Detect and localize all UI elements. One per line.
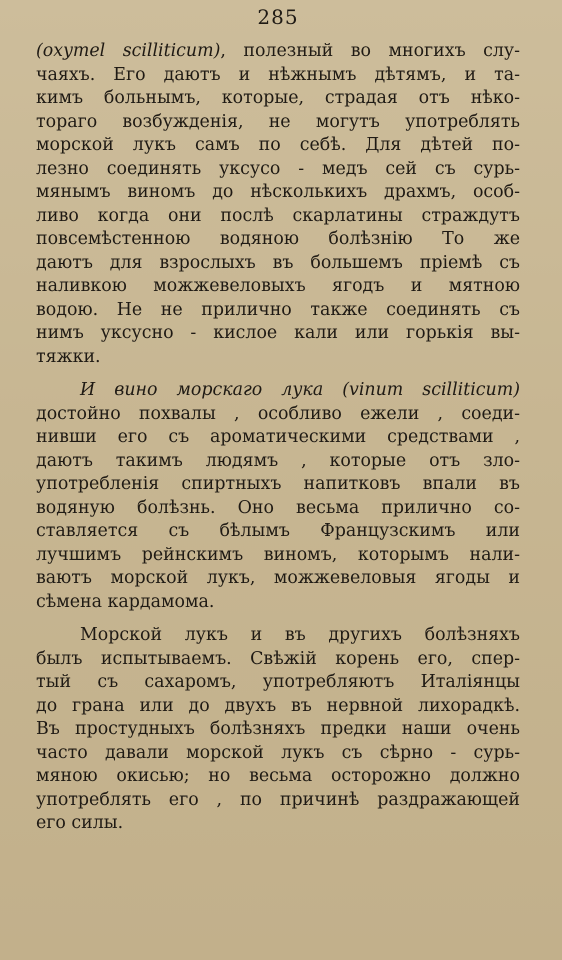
paragraph-gap — [36, 369, 520, 379]
text-line — [36, 87, 520, 111]
text-span: ваютъ морской лукъ, можжевеловыя ягоды и — [36, 568, 520, 588]
text-span: даютъ для взрослыхъ въ большемъ пріемѣ съ — [36, 252, 520, 273]
text-span: водяную болѣзнь. Оно весьма прилично со- — [36, 497, 520, 518]
text-line — [36, 544, 520, 568]
text-span: его силы. — [36, 813, 124, 833]
page-number: 285 — [257, 5, 299, 29]
text-span: сѣмена кардамома. — [36, 591, 215, 612]
paragraph — [36, 379, 520, 614]
text-span: ливо когда они послѣ скарлатины страждутъ — [36, 205, 520, 226]
paragraph — [36, 40, 520, 369]
text-span: былъ испытываемъ. Свѣжій корень его, спер- — [36, 648, 520, 669]
text-line — [36, 426, 520, 450]
paragraph — [36, 624, 520, 836]
text-span: лезно соединять уксусо - медъ сей съ сурь- — [36, 158, 520, 179]
body-text — [36, 40, 520, 836]
text-line — [36, 567, 520, 591]
text-line — [36, 346, 520, 370]
text-line — [36, 40, 520, 64]
text-line — [36, 671, 520, 695]
text-line — [36, 695, 520, 719]
text-span: употребленія спиртныхъ напитковъ впали въ — [36, 474, 520, 494]
text-span: чаяхъ. Его даютъ и нѣжнымъ дѣтямъ, и та- — [36, 64, 520, 85]
text-line — [36, 299, 520, 323]
text-span: нимъ уксусно - кислое кали или горькія вы- — [36, 323, 520, 343]
text-span: до грана или до двухъ въ нервной лихорадкѣ. — [36, 695, 520, 716]
text-span: достойно похвалы , особливо ежели , соеди- — [36, 403, 520, 424]
text-span: лучшимъ рейнскимъ виномъ, которымъ нали- — [36, 544, 520, 565]
text-line — [36, 275, 520, 299]
text-span: употреблять его , по причинѣ раздражающей — [36, 789, 520, 810]
text-line — [36, 158, 520, 182]
text-span: наливкою можжевеловыхъ ягодъ и мятною — [36, 276, 520, 296]
text-line — [36, 134, 520, 158]
text-span: водою. Не не прилично также соединять съ — [36, 299, 520, 320]
text-span: мянымъ виномъ до нѣсколькихъ драхмъ, особ- — [36, 182, 520, 202]
text-span: морской лукъ самъ по себѣ. Для дѣтей по- — [36, 135, 520, 155]
text-line — [36, 181, 520, 205]
text-line — [36, 403, 520, 427]
text-span: повсемѣстенною водяною болѣзнію То же — [36, 229, 520, 249]
text-line — [36, 450, 520, 474]
text-line — [36, 765, 520, 789]
text-line — [36, 718, 520, 742]
text-span: нивши его съ ароматическими средствами , — [36, 427, 520, 447]
text-span: даютъ такимъ людямъ , которые отъ зло- — [36, 450, 520, 471]
text-span: ставляется съ бѣлымъ Французскимъ или — [36, 521, 520, 541]
text-line — [36, 591, 520, 615]
text-line — [36, 111, 520, 135]
italic-text-span: И вино морскаго лука — [80, 380, 343, 400]
text-span: мяною окисью; но весьма осторожно должно — [36, 766, 520, 786]
text-line — [36, 812, 520, 836]
text-line — [36, 205, 520, 229]
text-line — [36, 742, 520, 766]
italic-text-span: (oxymel scilliticum) — [36, 41, 221, 61]
text-line — [36, 322, 520, 346]
text-line — [36, 497, 520, 521]
text-span: кимъ больнымъ, которые, страдая отъ нѣко- — [36, 88, 520, 108]
text-line — [36, 228, 520, 252]
text-line — [36, 379, 520, 403]
text-span: Морской лукъ и въ другихъ болѣзняхъ — [80, 625, 520, 645]
text-line — [36, 789, 520, 813]
text-span: тяжки. — [36, 346, 101, 367]
text-line — [36, 252, 520, 276]
text-span: часто давали морской лукъ съ сѣрно - сурь- — [36, 742, 520, 763]
text-span: , полезный во многихъ слу- — [220, 41, 520, 61]
text-line — [36, 473, 520, 497]
text-span: тый съ сахаромъ, употребляютъ Италіянцы — [36, 672, 520, 692]
text-line — [36, 648, 520, 672]
text-line — [36, 624, 520, 648]
text-span: Въ простудныхъ болѣзняхъ предки наши очень — [36, 719, 520, 739]
italic-text-span: (vinum scilliticum) — [342, 380, 520, 400]
text-span: тораго возбужденія, не могутъ употреблять — [36, 111, 520, 132]
text-line — [36, 64, 520, 88]
text-line — [36, 520, 520, 544]
paragraph-gap — [36, 614, 520, 624]
